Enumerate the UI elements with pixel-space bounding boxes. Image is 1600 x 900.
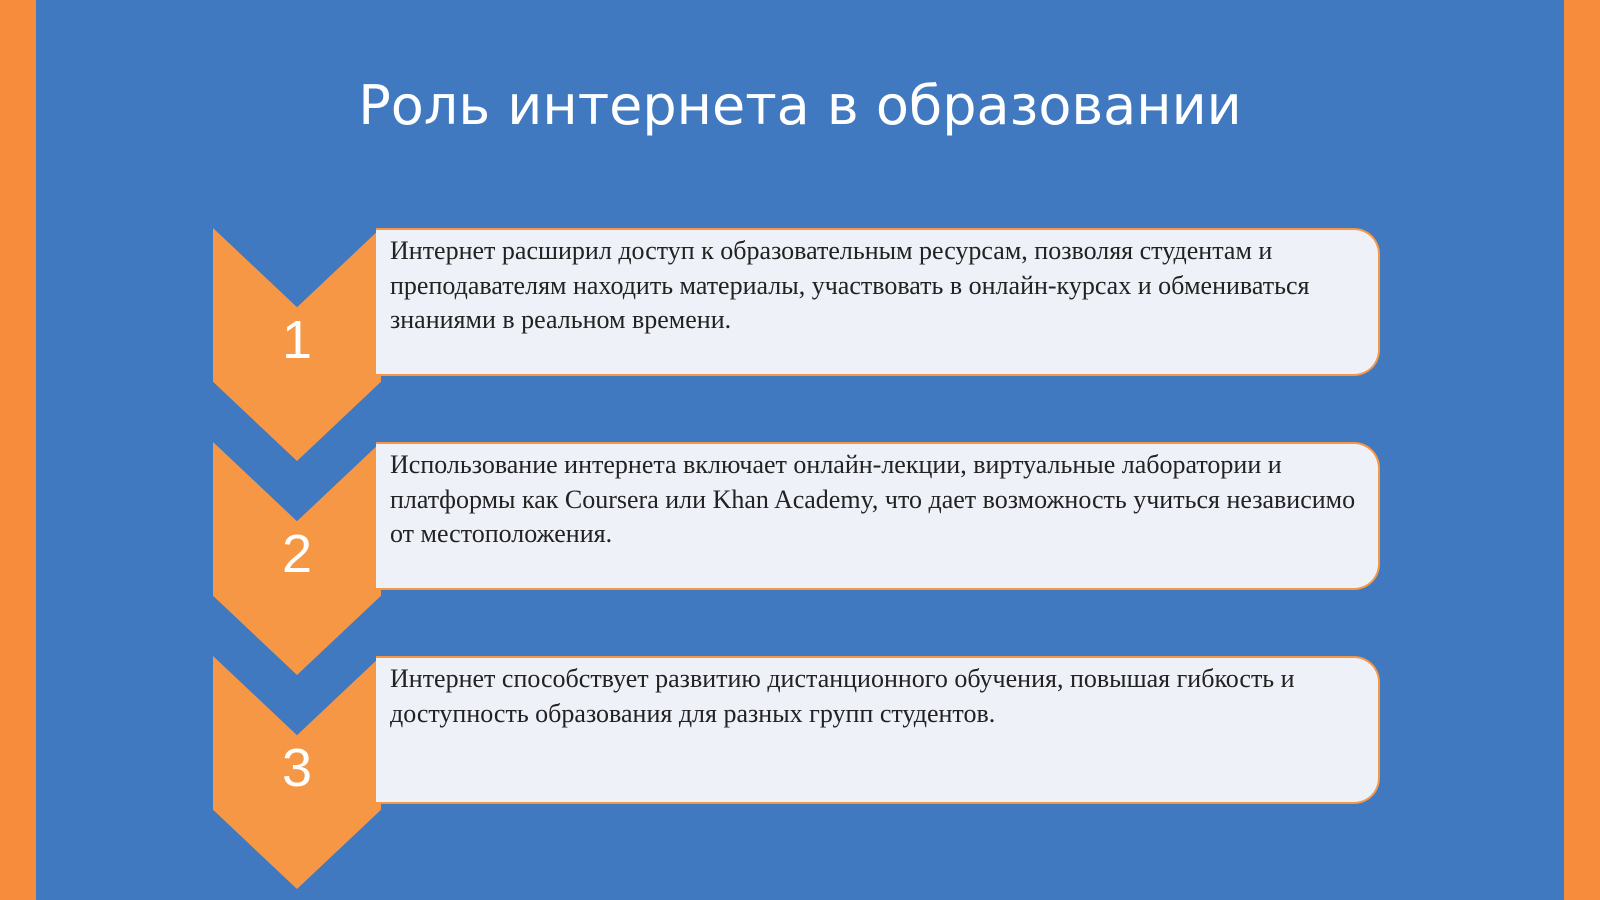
step-3-text: Интернет способствует развитию дистанционного обучения, повышая гибкость и доступность образования для разных групп студентов. xyxy=(390,664,1295,728)
step-2-card xyxy=(376,442,1380,590)
step-1-text: Интернет расширил доступ к образовательным ресурсам, позволяя студентам и преподавателям находить материалы, участвовать в онлайн-курсах и обмениваться знаниями в реальном времени. xyxy=(390,236,1310,334)
process-diagram xyxy=(36,0,1564,900)
slide xyxy=(36,0,1564,900)
step-3-card xyxy=(376,656,1380,804)
step-3-number: 3 xyxy=(281,738,313,798)
step-2-text: Использование интернета включает онлайн-лекции, виртуальные лаборатории и платформы как Coursera или Khan Academy, что дает возможность учиться независимо от местоположения. xyxy=(390,450,1356,548)
step-1 xyxy=(36,228,1564,464)
step-1-number: 1 xyxy=(281,310,313,370)
step-2 xyxy=(36,442,1564,678)
step-2-number: 2 xyxy=(281,524,313,584)
step-1-card xyxy=(376,228,1380,376)
step-3 xyxy=(36,656,1564,892)
slide-title: Роль интернета в образовании xyxy=(358,74,1242,137)
